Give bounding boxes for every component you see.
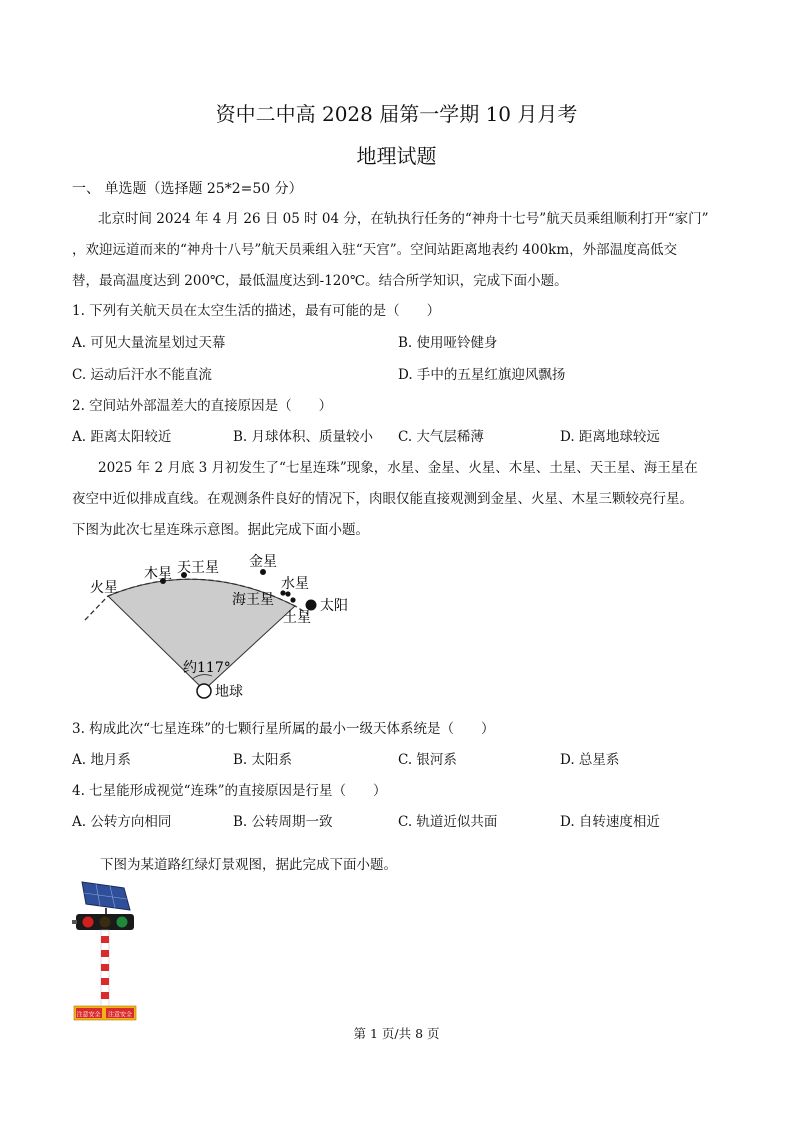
q4-option-d: D. 自转速度相近 [560,814,660,830]
q1-option-b: B. 使用哑铃健身 [398,335,498,351]
passage2-line: 夜空中近似排成直线。在观测条件良好的情况下，肉眼仅能直接观测到金星、火星、木星三颗较亮行星。 [72,491,693,507]
mars-label: 火星 [90,580,118,596]
q2-option-a: A. 距离太阳较近 [72,429,172,445]
q1-option-c: C. 运动后汗水不能直流 [72,367,212,383]
saturn-dot [290,597,295,602]
warning-base [74,1006,136,1020]
question-2-stem: 2. 空间站外部温差大的直接原因是（ ） [72,398,333,414]
earth-label: 地球 [215,684,243,700]
earth-circle [197,684,211,698]
q4-option-a: A. 公转方向相同 [72,814,172,830]
passage2-line: 2025 年 2 月底 3 月初发生了“七星连珠”现象，水星、金星、火星、木星、土星、天王星、海王星在 [98,460,698,476]
venus-label: 金星 [249,554,277,570]
q3-option-a: A. 地月系 [72,752,131,768]
passage3-text: 下图为某道路红绿灯景观图，据此完成下面小题。 [100,857,397,873]
q4-option-c: C. 轨道近似共面 [398,814,498,830]
mercury-dot [285,591,290,596]
passage2-line: 下图为此次七星连珠示意图。据此完成下面小题。 [72,522,369,538]
green-light [117,917,128,928]
q3-option-d: D. 总星系 [560,752,620,768]
passage1-line: 北京时间 2024 年 4 月 26 日 05 时 04 分，在轨执行任务的“神舟十七号”航天员乘组顺利打开“家门” [98,211,709,227]
section-heading: 一、 单选题（选择题 25*2=50 分） [72,181,303,197]
sun-label: 太阳 [320,598,348,614]
signal-light-head [72,914,134,930]
planet-alignment-figure [80,548,370,708]
amber-light [100,917,111,928]
q1-option-a: A. 可见大量流星划过天幕 [72,335,226,351]
jupiter-label: 木星 [144,566,172,582]
question-1-stem: 1. 下列有关航天员在太空生活的描述，最有可能的是（ ） [72,303,441,319]
mercury-label: 水星 [281,576,309,592]
q3-option-b: B. 太阳系 [233,752,293,768]
base-sign-right: 注意安全 [108,1011,133,1019]
q2-option-d: D. 距离地球较远 [560,429,660,445]
passage1-line: ，欢迎远道而来的“神舟十八号”航天员乘组入驻“天宫”。空间站距离地表约 400km，外部温度高低交 [72,242,678,258]
solar-panel [82,882,130,910]
angle-label: 约117° [183,660,231,676]
q3-option-c: C. 银河系 [398,752,457,768]
uranus-label: 天王星 [177,560,219,576]
saturn-label: 土星 [283,610,311,626]
neptune-label: 海王星 [232,592,274,608]
q4-option-b: B. 公转周期一致 [233,814,333,830]
sun-dot [306,600,317,611]
base-sign-left: 注意安全 [76,1011,101,1019]
striped-pole [101,930,109,1008]
question-3-stem: 3. 构成此次“七星连珠”的七颗行星所属的最小一级天体系统是（ ） [72,721,495,737]
exam-subtitle: 地理试题 [356,144,437,168]
question-4-stem: 4. 七星能形成视觉“连珠”的直接原因是行星（ ） [72,783,387,799]
red-light [83,917,94,928]
q1-option-d: D. 手中的五星红旗迎风飘扬 [398,367,566,383]
q2-option-c: C. 大气层稀薄 [398,429,484,445]
q2-option-b: B. 月球体积、质量较小 [233,429,374,445]
page-footer: 第 1 页/共 8 页 [353,1026,440,1041]
exam-title: 资中二中高 2028 届第一学期 10 月月考 [215,102,578,126]
passage1-line: 替，最高温度达到 200℃，最低温度达到-120℃。结合所学知识，完成下面小题。 [72,273,568,289]
traffic-light-figure [72,880,138,1022]
